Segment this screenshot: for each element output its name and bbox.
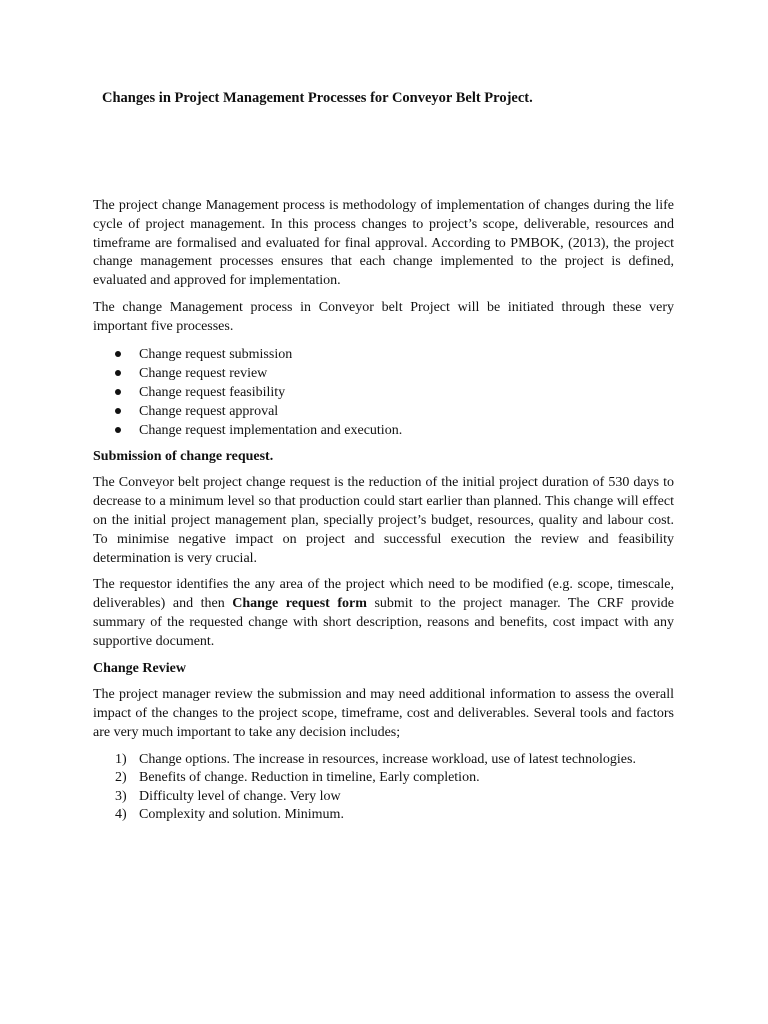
list-item [93,421,674,440]
review-heading: Change Review [93,660,186,676]
paragraph-text: submit to the project manager. The CRF provide summary of the requested change with short description, reasons and benefits, cost impact with any supportive document. [93,596,674,649]
submission-paragraph-1: The Conveyor belt project change request is the reduction of the initial project duration of 530 days to decrease to a minimum level so that production could start earlier than planned. This change will effect on the initial project management plan, specially project’s budget, resources, quality and labour cost. To minimise negative impact on project and successful execution the review and feasibility determination is very crucial. [93,475,674,566]
list-item [93,364,674,383]
submission-paragraph-2 [93,576,674,651]
list-number: 2) [115,770,127,786]
list-item-text: Benefits of change. Reduction in timeline, Early completion. [139,770,480,786]
review-paragraph: The project manager review the submission and may need additional information to assess the overall impact of the changes to the project scope, timeframe, cost and deliverables. Several tools and factors are very much important to take any decision includes; [93,687,674,740]
list-item [93,402,674,421]
process-intro-paragraph: The change Management process in Conveyor belt Project will be initiated through these very important five processes. [93,299,674,334]
document-body [93,197,674,824]
bullet-icon [115,427,121,433]
document-title: Changes in Project Management Processes for Conveyor Belt Project. [102,90,533,106]
list-item-text: Complexity and solution. Minimum. [139,806,344,822]
list-item-text: Difficulty level of change. Very low [139,788,341,804]
list-item-text: Change request approval [139,404,279,420]
list-item [93,769,674,787]
list-item-text: Change request implementation and execution. [139,423,403,439]
process-steps-list [93,345,674,441]
intro-paragraph: The project change Management process is methodology of implementation of changes during the life cycle of project management. In this process changes to project’s scope, deliverable, resources and timeframe are formalised and evaluated for final approval. According to PMBOK, (2013), the project change management processes ensures that each change implemented to the project is defined, evaluated and approved for implementation. [93,198,674,289]
bullet-icon [115,408,121,414]
list-item [93,383,674,402]
change-request-form-term: Change request form [232,596,367,612]
list-item-text: Change request review [139,365,268,381]
list-number: 3) [115,788,127,804]
list-item-text: Change options. The increase in resources, increase workload, use of latest technologies. [139,751,636,767]
submission-heading: Submission of change request. [93,448,274,464]
list-item [93,788,674,806]
bullet-icon [115,351,121,357]
paragraph-text: The requestor identifies the any area of the project which need to be modified (e.g. scope, timescale, deliverables) and then [93,577,674,612]
bullet-icon [115,370,121,376]
list-item [93,751,674,769]
list-number: 1) [115,751,127,767]
review-factors-list [93,751,674,825]
list-item-text: Change request feasibility [139,384,286,400]
list-number: 4) [115,806,127,822]
list-item [93,806,674,824]
list-item [93,345,674,364]
bullet-icon [115,389,121,395]
list-item-text: Change request submission [139,346,293,362]
